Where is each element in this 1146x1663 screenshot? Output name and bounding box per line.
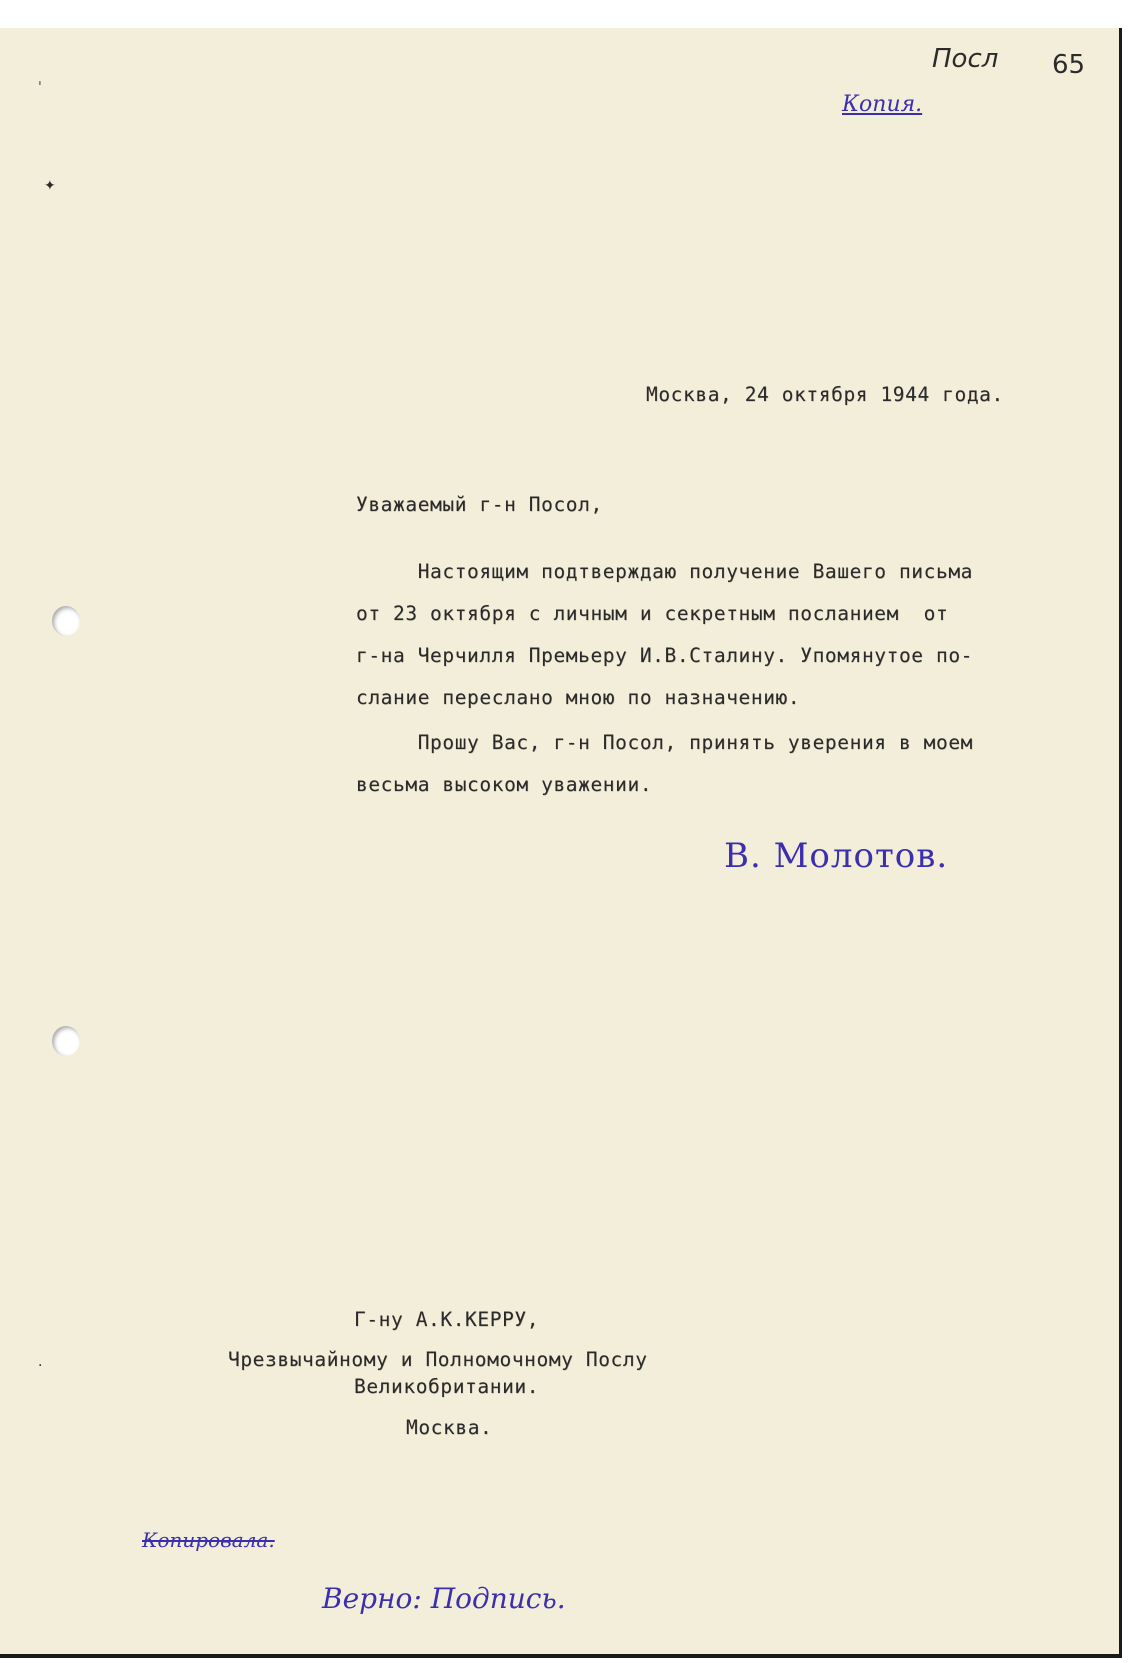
- page-number: 65: [1052, 50, 1086, 80]
- body-line: г-на Черчилля Премьеру И.В.Сталину. Упомянутое по-: [356, 644, 973, 667]
- punch-hole-upper: [52, 606, 80, 636]
- body-line: Прошу Вас, г-н Посол, принять уверения в моем: [356, 731, 973, 754]
- place-date: Москва, 24 октября 1944 года.: [646, 383, 1004, 406]
- copy-mark-handwritten: Копия.: [842, 92, 923, 117]
- body-line: слание переслано мною по назначению.: [356, 686, 801, 709]
- body-line: от 23 октября с личным и секретным посланием от: [356, 602, 949, 625]
- punch-hole-lower: [52, 1026, 80, 1056]
- margin-mark: ·: [38, 1358, 43, 1374]
- body-line: весьма высоком уважении.: [356, 773, 653, 796]
- addressee-title: Чрезвычайному и Полномочному Послу: [228, 1348, 648, 1371]
- copied-by-note: Копировала.: [142, 1528, 275, 1552]
- margin-mark: ˈ: [38, 80, 42, 96]
- addressee-name: Г-ну А.К.КЕРРУ,: [354, 1308, 540, 1331]
- margin-mark: ✦: [44, 178, 56, 194]
- addressee-city: Москва.: [406, 1416, 493, 1439]
- paper-page: [0, 28, 1122, 1658]
- salutation: Уважаемый г-н Посол,: [356, 493, 603, 516]
- signature: В. Молотов.: [724, 836, 949, 876]
- pencil-note: Посл: [932, 44, 999, 74]
- addressee-country: Великобритании.: [354, 1375, 540, 1398]
- body-line: Настоящим подтверждаю получение Вашего письма: [356, 560, 973, 583]
- verified-note: Верно: Подпись.: [322, 1582, 566, 1615]
